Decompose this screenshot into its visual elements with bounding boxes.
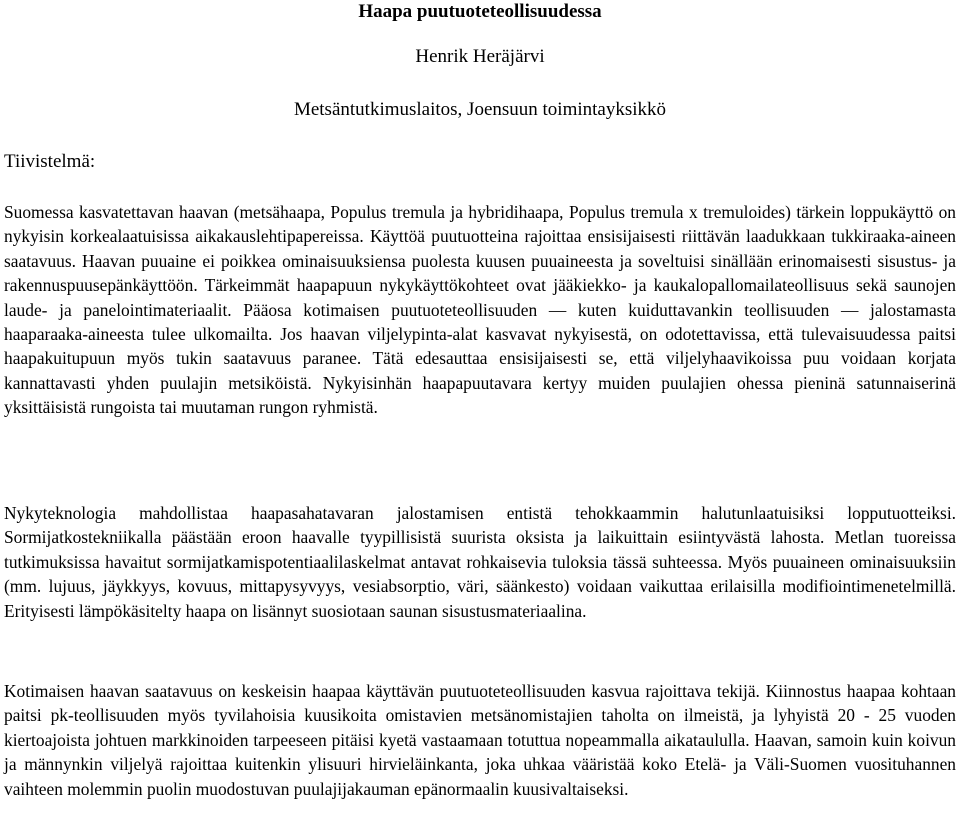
document-title: Haapa puutuoteteollisuudessa xyxy=(358,1,602,22)
abstract-paragraph-3: Kotimaisen haavan saatavuus on keskeisin haapaa käyttävän puutuoteteollisuuden kasvua rajoittava tekijä. Kiinnostus haapaa kohtaan paitsi pk-teollisuuden myös tyvilahoisia kuusikoita omistavien metsänomistajien taholta on ilmeistä, ja lyhyistä 20 - 25 vuoden kiertoajoista johtuen markkinoiden tarpeeseen pitäisi kyetä vastaamaan totuttua nopeammalla aikataululla. Haavan, samoin kuin koivun ja männynkin viljelyä rajoittaa kuitenkin ylisuuri hirvieläinkanta, joka uhkaa vääristää koko Etelä- ja Väli-Suomen vuosituhannen vaihteen molemmin puolin muodostuvan puulajijakauman epänormaalin kuusivaltaiseksi. xyxy=(4,681,956,799)
abstract-paragraph-2: Nykyteknologia mahdollistaa haapasahatavaran jalostamisen entistä tehokkaammin halutunlaatuisiksi lopputuotteiksi. Sormijatkostekniikalla päästään eroon haavalle tyypillisistä suurista oksista ja laikuittain esiintyvästä lahosta. Metlan tuoreissa tutkimuksissa havaitut sormijatkamispotentiaalilaskelmat antavat rohkaisevia tuloksia tässä suhteessa. Myös puuaineen ominaisuuksiin (mm. lujuus, jäykkyys, kovuus, mittapysyvyys, vesiabsorptio, väri, säänkesto) voidaan vaikuttaa erilaisilla modifiointimenetelmillä. Erityisesti lämpökäsitelty haapa on lisännyt suosiotaan saunan sisustusmateriaalina. xyxy=(4,503,956,621)
abstract-heading: Tiivistelmä: xyxy=(4,151,96,172)
author-affiliation: Metsäntutkimuslaitos, Joensuun toimintayksikkö xyxy=(293,99,667,120)
author-name: Henrik Heräjärvi xyxy=(415,46,545,67)
abstract-paragraph-1: Suomessa kasvatettavan haavan (metsähaapa, Populus tremula ja hybridihaapa, Populus tremula x tremuloides) tärkein loppukäyttö on nykyisin korkealaatuisissa aikakauslehtipapereissa. Käyttöä puutuotteina rajoittaa ensisijaisesti riittävän laadukkaan tukkiraaka-aineen saatavuus. Haavan puuaine ei poikkea ominaisuuksiensa puolesta kuusen puuaineesta ja soveltuisi sinällään erinomaisesti sisustus- ja rakennuspuusepänkäyttöön. Tärkeimmät haapapuun nykykäyttökohteet ovat jääkiekko- ja kaukalopallomailateollisuus sekä saunojen laude- ja panelointimateriaalit. Pääosa kotimaisen puutuoteteollisuuden — kuten kuiduttavankin teollisuuden — jalostamasta haaparaaka-aineesta tulee ulkomailta. Jos haavan viljelypinta-alat kasvavat nykyisestä, on odotettavissa, että tulevaisuudessa paitsi haapakuitupuun myös tukin saatavuus paranee. Tätä edesauttaa ensisijaisesti se, että viljelyhaavikoissa puu voidaan korjata kannattavasti yhden puulajin metsiköistä. Nykyisinhän haapapuutavara kertyy muiden puulajien ohessa pieninä satunnaiserinä yksittäisistä rungoista tai muutaman rungon ryhmistä. xyxy=(4,202,956,418)
